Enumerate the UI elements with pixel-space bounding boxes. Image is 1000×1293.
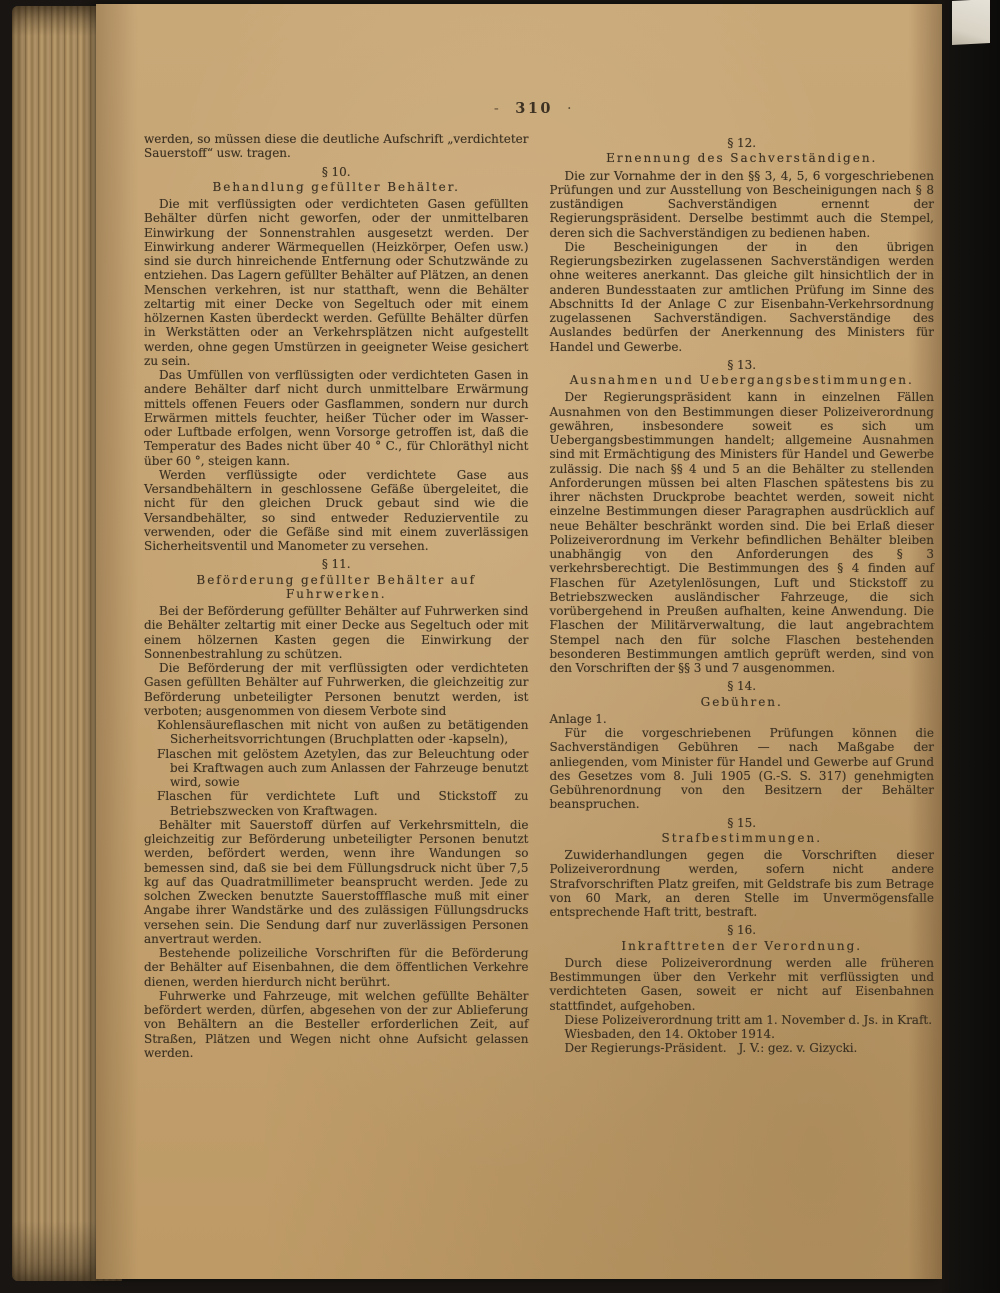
paragraph: Das Umfüllen von verflüssigten oder verdichteten Gasen in andere Behälter darf nicht durch unmittelbare Erwärmung mittels offenen Feuers oder Gasflammen, sondern nur durch Erwärmen mittels feuchter, heißer Tücher oder im Wasser- oder Luftbade erfolgen, wenn Vorsorge getroffen ist, daß die Temperatur des Bades nicht über 40 ° C., für Chloräthyl nicht über 60 °, steigen kann. (144, 368, 529, 468)
paragraph: Wiesbaden, den 14. Oktober 1914. (564, 1027, 775, 1041)
paragraph: Zuwiderhandlungen gegen die Vorschriften dieser Polizeiverordnung werden, sofern nicht andere Strafvorschriften Platz greifen, mit Geldstrafe bis zum Betrage von 60 Mark, an deren Stelle im Unvermögensfalle entsprechende Haft tritt, bestraft. (549, 848, 934, 919)
page-number-value: 310 (515, 100, 554, 117)
section-number: § 16. (727, 923, 757, 938)
paragraph: werden, so müssen diese die deutliche Aufschrift „verdichteter Sauerstoff“ usw. tragen. (144, 132, 529, 161)
column-right (550, 132, 935, 1249)
page-number (144, 100, 924, 117)
list-item: Flaschen mit gelöstem Azetylen, das zur Beleuchtung oder bei Kraftwagen auch zum Anlassen der Fahrzeuge benutzt wird, sowie (157, 746, 529, 789)
signature-line: Der Regierungs-Präsident. J. V.: gez. v. Gizycki. (564, 1041, 858, 1056)
column-left (144, 132, 529, 1249)
section-title: Ausnahmen und Uebergangsbestimmungen. (569, 373, 914, 387)
page-corner-patch (952, 0, 990, 45)
paragraph: Bestehende polizeiliche Vorschriften für die Beförderung der Behälter auf Eisenbahnen, die dem öffentlichen Verkehre dienen, werden hierdurch nicht berührt. (144, 946, 529, 989)
binding-shadow (942, 0, 1000, 1293)
paragraph: Durch diese Polizeiverordnung werden alle früheren Bestimmungen über den Verkehr mit verflüssigten und verdichteten Gasen, soweit er nicht auf Eisenbahnen stattfindet, aufgehoben. (549, 955, 934, 1013)
paragraph: Für die vorgeschriebenen Prüfungen können die Sachverständigen Gebühren — nach Maßgabe der anliegenden, vom Minister für Handel und Gewerbe auf Grund des Gesetzes vom 8. Juli 1905 (G.-S. S. 317) genehmigten Gebührenordnung von den Besitzern der Behälter beanspruchen. (549, 726, 934, 812)
page-number-dot: · (567, 101, 575, 117)
paragraph: Behälter mit Sauerstoff dürfen auf Verkehrsmitteln, die gleichzeitig zur Beförderung unbeteiligter Personen benutzt werden, befördert werden, wenn ihre Wandungen so bemessen sind, daß sie bei dem Füllungsdruck nicht über 7,5 kg auf das Quadratmillimeter beansprucht werden. Jede zu solchen Zwecken benutzte Sauerstoffflasche muß mit einer Angabe ihrer Wandstärke und des zulässigen Füllungsdrucks versehen sein. Die Sendung darf nur zuverlässigen Personen anvertraut werden. (144, 817, 529, 946)
section-number: § 12. (727, 136, 757, 150)
section-number: § 13. (727, 357, 757, 372)
margin-note: Anlage 1. (549, 711, 607, 726)
section-number: § 15. (727, 815, 757, 830)
paragraph: Bei der Beförderung gefüllter Behälter auf Fuhrwerken sind die Behälter zeltartig mit einer Decke aus Segeltuch oder mit einem hölzernen Kasten gegen die Einwirkung der Sonnenbestrahlung zu schützen. (144, 604, 529, 661)
list-item: Kohlensäureflaschen mit nicht von außen zu betätigenden Sicherheitsvorrichtungen (Bruchplatten oder -kapseln), (157, 718, 529, 747)
paragraph: Die mit verflüssigten oder verdichteten Gasen gefüllten Behälter dürfen nicht geworfen, oder der unmittelbaren Einwirkung der Sonnenstrahlen ausgesetzt werden. Der Einwirkung anderer Wärmequellen (Heizkörper, Oefen usw.) sind sie durch hinreichende Entfernung oder Schutzwände zu entziehen. Das Lagern gefüllter Behälter auf Plätzen, an denen Menschen verkehren, ist nur statthaft, wenn die Behälter zeltartig mit einer Decke von Segeltuch oder mit einem hölzernen Kasten überdeckt werden. Gefüllte Behälter dürfen in Werkstätten oder an Verkehrsplätzen nicht aufgestellt werden, ohne gegen Umstürzen in geeigneter Weise gesichert zu sein. (144, 197, 529, 368)
section-title: Inkrafttreten der Verordnung. (621, 938, 863, 953)
section-title: Strafbestimmungen. (661, 830, 823, 845)
paragraph: Diese Polizeiverordnung tritt am 1. November d. Js. in Kraft. (564, 1012, 933, 1027)
section-title: Ernennung des Sachverständigen. (606, 151, 878, 166)
list-item: Flaschen für verdichtete Luft und Stickstoff zu Betriebszwecken von Kraftwagen. (157, 789, 529, 818)
paragraph: Die Bescheinigungen der in den übrigen Regierungsbezirken zugelassenen Sachverständigen werden ohne weiteres anerkannt. Das gleiche gilt hinsichtlich der in anderen Bundesstaaten zur amtlichen Prüfung im Sinne des Abschnitts Id der Anlage C zur Eisenbahn-Verkehrsordnung zugelassenen Sachverständigen. Sachverständige des Auslandes bedürfen der Anerkennung des Ministers für Handel und Gewerbe. (549, 239, 934, 354)
section-title: Behandlung gefüllter Behälter. (212, 179, 460, 194)
section-number: § 10. (321, 164, 351, 179)
text-columns (144, 132, 934, 1249)
page-number-dash: - (493, 101, 502, 117)
paper-page (96, 4, 942, 1279)
section-title: Gebühren. (700, 694, 783, 709)
paragraph: Der Regierungspräsident kann in einzelnen Fällen Ausnahmen von den Bestimmungen dieser Polizeiverordnung gewähren, insbesondere soweit es sich um Uebergangsbestimmungen handelt; allgemeine Ausnahmen sind mit Ermächtigung des Ministers für Handel und Gewerbe zulässig. Die nach §§ 4 und 5 an die Behälter zu stellenden Anforderungen müssen bei alten Flaschen spätestens bis zu ihrer nächsten Druckprobe beachtet werden, soweit nicht einzelne Bestimmungen dieser Paragraphen ausdrücklich auf neue Behälter beschränkt worden sind. Die bei Erlaß dieser Polizeiverordnung im Verkehr befindlichen Behälter bleiben unabhängig von den Anforderungen des § 3 verkehrsberechtigt. Die Bestimmungen des § 4 finden auf Flaschen für Azetylenlösungen, Luft und Stickstoff zu Betriebszwecken ausländischer Fahrzeuge, die sich vorübergehend in Preußen aufhalten, keine Anwendung. Die Flaschen der Militärverwaltung, die laut angebrachtem Stempel nach den für solche Flaschen bestehenden besonderen Bestimmungen amtlich geprüft werden, sind von den Vorschriften der §§ 3 und 7 ausgenommen. (549, 390, 934, 675)
section-number: § 11. (321, 557, 351, 572)
section-title: Beförderung gefüllter Behälter auf Fuhrwerken. (196, 572, 477, 601)
paragraph: Werden verflüssigte oder verdichtete Gase aus Versandbehältern in geschlossene Gefäße übergeleitet, die nicht für den gleichen Druck gebaut sind wie die Versandbehälter, so sind entweder Reduzierventile zu verwenden, oder die Gefäße sind mit einem zuverlässigen Sicherheitsventil und Manometer zu versehen. (144, 467, 529, 553)
paragraph: Die zur Vornahme der in den §§ 3, 4, 5, 6 vorgeschriebenen Prüfungen und zur Ausstellung von Bescheinigungen nach § 8 zuständigen Sachverständigen ernennt der Regierungspräsident. Derselbe bestimmt auch die Stempel, deren sich die Sachverständigen zu bedienen haben. (549, 168, 934, 240)
paragraph: Die Beförderung der mit verflüssigten oder verdichteten Gasen gefüllten Behälter auf Fuhrwerken, die gleichzeitig zur Beförderung unbeteiligter Personen benutzt werden, ist verboten; ausgenommen von diesem Verbote sind (144, 661, 529, 718)
section-number: § 14. (727, 679, 757, 694)
paragraph: Fuhrwerke und Fahrzeuge, mit welchen gefüllte Behälter befördert werden, dürfen, abgesehen von der zur Ablieferung von Behältern an die Besteller erforderlichen Zeit, auf Straßen, Plätzen und Wegen nicht ohne Aufsicht gelassen werden. (144, 988, 529, 1060)
